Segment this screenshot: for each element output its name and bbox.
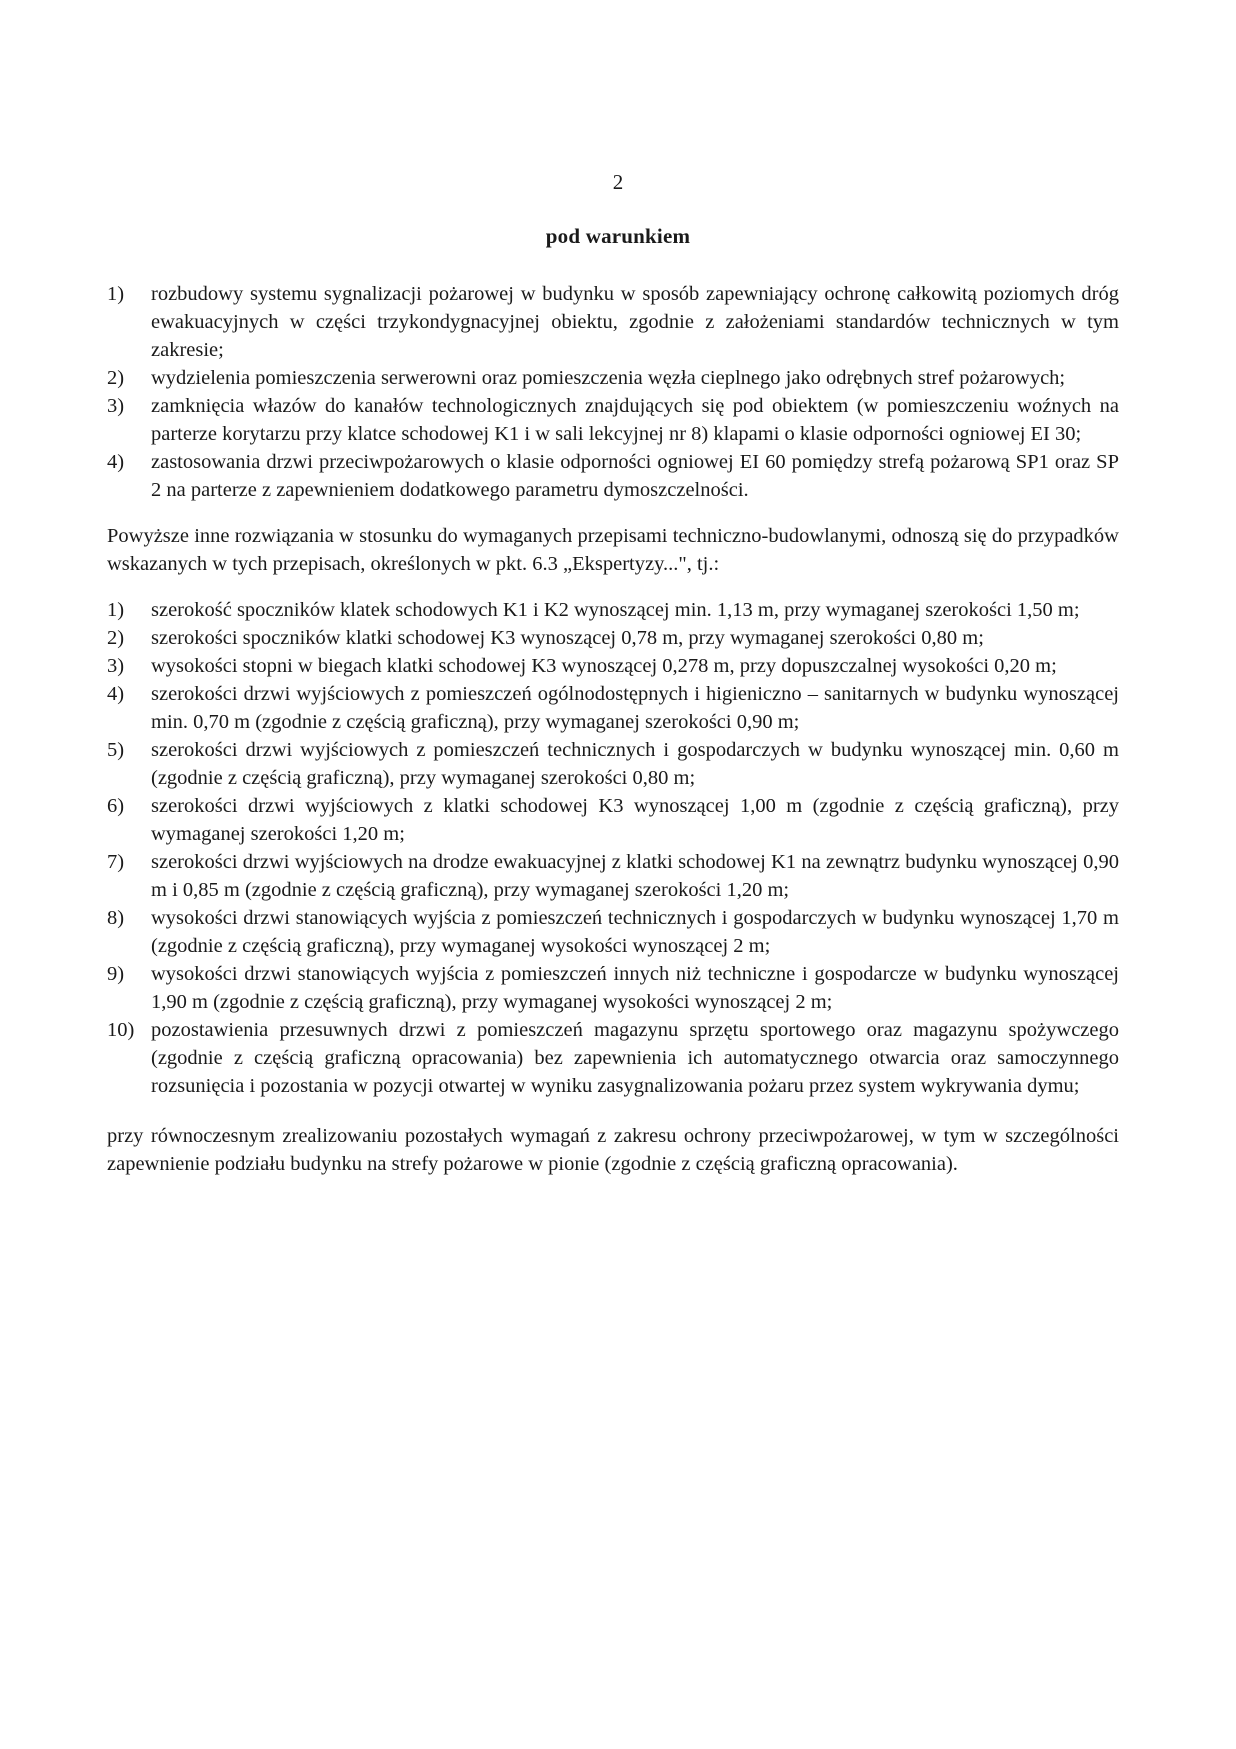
list-item-text: wydzielenia pomieszczenia serwerowni oraz pomieszczenia węzła cieplnego jako odrębnych stref pożarowych; [151,367,1066,389]
list-item-number: 5) [107,739,125,761]
list-item [107,596,1119,624]
list-item-number: 8) [107,907,125,929]
list-item-text: rozbudowy systemu sygnalizacji pożarowej w budynku w sposób zapewniający ochronę całkowitą poziomych dróg ewakuacyjnych w części trzykondygnacyjnej obiektu, zgodnie z założeniami standardów technicznych w tym zakresie; [151,283,1119,361]
list-item-number: 4) [107,451,125,473]
list-item-text: pozostawienia przesuwnych drzwi z pomieszczeń magazynu sprzętu sportowego oraz magazynu spożywczego (zgodnie z częścią graficzną opracowania) bez zapewnienia ich automatycznego otwarcia oraz samoczynnego rozsunięcia i pozostania w pozycji otwartej w wyniku zasygnalizowania pożaru przez system wykrywania dymu; [151,1019,1119,1097]
list-item [107,904,1119,960]
section-heading: pod warunkiem [545,224,691,248]
list-item-text: szerokości drzwi wyjściowych na drodze ewakuacyjnej z klatki schodowej K1 na zewnątrz budynku wynoszącej 0,90 m i 0,85 m (zgodnie z częścią graficzną), przy wymaganej szerokości 1,20 m; [151,851,1119,901]
list-item-text: wysokości drzwi stanowiących wyjścia z pomieszczeń innych niż techniczne i gospodarcze w budynku wynoszącej 1,90 m (zgodnie z częścią graficzną), przy wymaganej wysokości wynoszącej 2 m; [151,963,1119,1013]
list-item-text: szerokość spoczników klatek schodowych K1 i K2 wynoszącej min. 1,13 m, przy wymaganej szerokości 1,50 m; [151,599,1080,621]
list-item-number: 7) [107,851,125,873]
list-item-number: 4) [107,683,125,705]
page-number: 2 [612,170,624,194]
list-item-text: zastosowania drzwi przeciwpożarowych o klasie odporności ogniowej EI 60 pomiędzy strefą pożarową SP1 oraz SP 2 na parterze z zapewnieniem dodatkowego parametru dymoszczelności. [151,451,1119,501]
list-item-number: 2) [107,627,125,649]
list-item-number: 2) [107,367,125,389]
intro-paragraph: Powyższe inne rozwiązania w stosunku do wymaganych przepisami techniczno-budowlanymi, odnoszą się do przypadków wskazanych w tych przepisach, określonych w pkt. 6.3 „Ekspertyzy...", tj.: [107,525,1119,575]
list-item-number: 1) [107,283,125,305]
list-item [107,280,1119,364]
list-item [107,652,1119,680]
conditions-list [107,280,1119,504]
list-item [107,624,1119,652]
document-body [107,280,1119,1178]
list-item-text: wysokości drzwi stanowiących wyjścia z pomieszczeń technicznych i gospodarczych w budynku wynoszącej 1,70 m (zgodnie z częścią graficzną), przy wymaganej wysokości wynoszącej 2 m; [151,907,1119,957]
list-item-number: 6) [107,795,125,817]
list-item [107,848,1119,904]
list-item-text: szerokości drzwi wyjściowych z pomieszczeń technicznych i gospodarczych w budynku wynoszącej min. 0,60 m (zgodnie z częścią graficzną), przy wymaganej szerokości 0,80 m; [151,739,1119,789]
list-item-text: szerokości drzwi wyjściowych z pomieszczeń ogólnodostępnych i higieniczno – sanitarnych w budynku wynoszącej min. 0,70 m (zgodnie z częścią graficzną), przy wymaganej szerokości 0,90 m; [151,683,1119,733]
solutions-list [107,596,1119,1100]
list-item [107,392,1119,448]
list-item-text: zamknięcia włazów do kanałów technologicznych znajdujących się pod obiektem (w pomieszczeniu woźnych na parterze korytarzu przy klatce schodowej K1 i w sali lekcyjnej nr 8) klapami o klasie odporności ogniowej EI 30; [151,395,1119,445]
list-item-number: 1) [107,599,125,621]
list-item-text: szerokości spoczników klatki schodowej K3 wynoszącej 0,78 m, przy wymaganej szerokości 0,80 m; [151,627,984,649]
closing-paragraph: przy równoczesnym zrealizowaniu pozostałych wymagań z zakresu ochrony przeciwpożarowej, w tym w szczególności zapewnienie podziału budynku na strefy pożarowe w pionie (zgodnie z częścią graficzną opracowania). [107,1125,1119,1175]
list-item-number: 9) [107,963,125,985]
list-item [107,1016,1119,1100]
list-item-text: szerokości drzwi wyjściowych z klatki schodowej K3 wynoszącej 1,00 m (zgodnie z częścią graficzną), przy wymaganej szerokości 1,20 m; [151,795,1119,845]
list-item-text: wysokości stopni w biegach klatki schodowej K3 wynoszącej 0,278 m, przy dopuszczalnej wysokości 0,20 m; [151,655,1057,677]
list-item [107,960,1119,1016]
list-item-number: 3) [107,655,125,677]
list-item-number: 10) [107,1019,135,1041]
list-item-number: 3) [107,395,125,417]
list-item [107,736,1119,792]
list-item [107,448,1119,504]
list-item [107,680,1119,736]
list-item [107,792,1119,848]
list-item [107,364,1119,392]
